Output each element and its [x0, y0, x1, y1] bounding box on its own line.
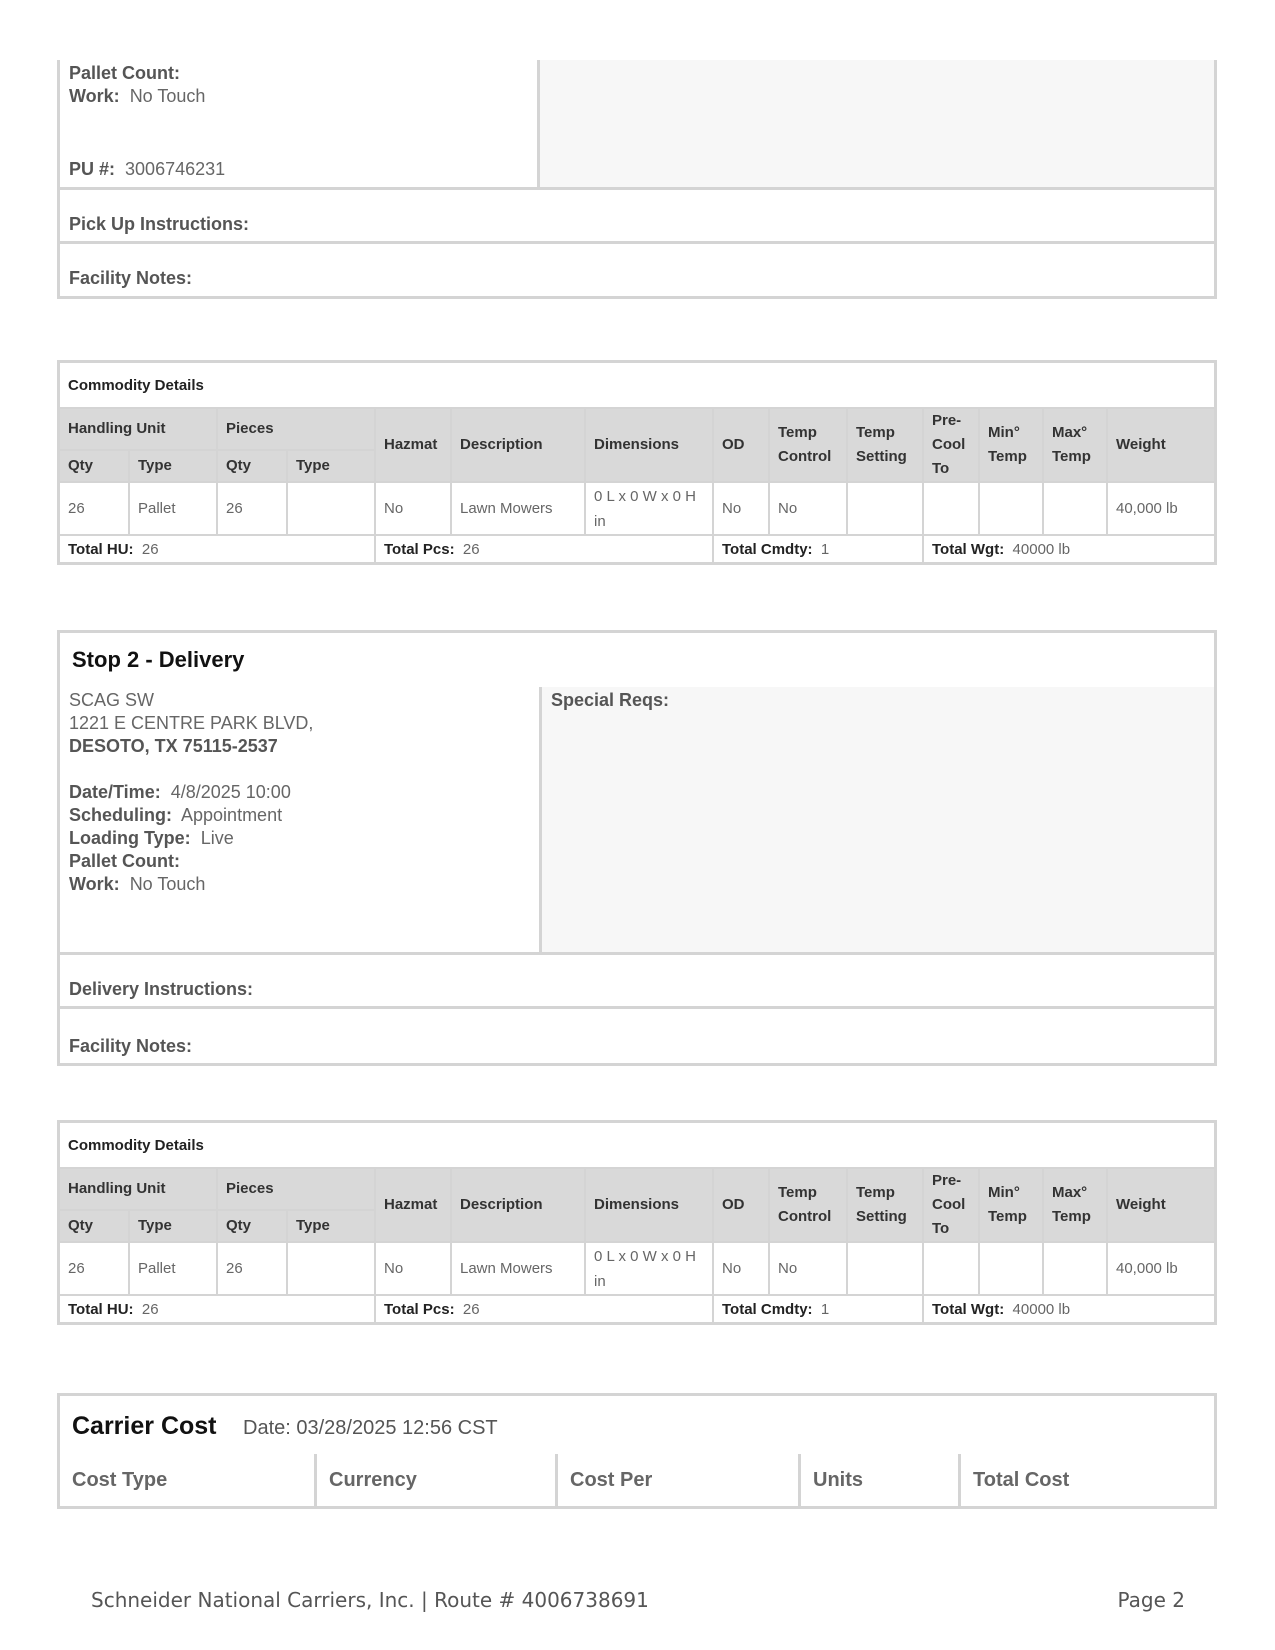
commodity-details-caption: Commodity Details: [59, 1122, 1216, 1169]
cell-hu-qty: 26: [59, 482, 130, 535]
total-wgt-label: Total Wgt:: [932, 1300, 1005, 1318]
carrier-cost-date: Date: 03/28/2025 12:56 CST: [243, 1417, 498, 1439]
datetime-value: 4/8/2025 10:00: [170, 782, 291, 802]
totals-row: [59, 1295, 1216, 1324]
stop2-city-state-zip: DESOTO, TX 75115-2537: [69, 736, 278, 756]
delivery-instructions-box: [57, 952, 1217, 1009]
cell-hu-qty: 26: [59, 1242, 130, 1295]
cell-hu-type: Pallet: [129, 482, 217, 535]
cell-temp-setting: [847, 482, 923, 535]
work-value: No Touch: [129, 86, 206, 106]
carrier-cost-columns: [57, 1454, 1217, 1509]
loading-type-value: Live: [200, 828, 234, 848]
header-hazmat: Hazmat: [375, 1168, 451, 1242]
header-hazmat: Hazmat: [375, 408, 451, 482]
footer-page-number: Page 2: [1117, 1588, 1185, 1612]
cell-pc-qty: 26: [217, 1242, 287, 1295]
total-hu-label: Total HU:: [68, 540, 134, 558]
cell-od: No: [713, 1242, 769, 1295]
cell-dimensions: 0 L x 0 W x 0 H in: [585, 1242, 713, 1295]
stop2-header: [57, 630, 1217, 690]
header-temp-setting: Temp Setting: [847, 408, 923, 482]
facility-notes-label: Facility Notes:: [69, 268, 193, 288]
column-cost-type: Cost Type: [60, 1454, 317, 1506]
cell-temp-control: No: [769, 482, 847, 535]
header-pc-type: Type: [287, 450, 375, 482]
commodity-details-caption: Commodity Details: [59, 362, 1216, 409]
loading-type-label: Loading Type:: [69, 828, 191, 848]
header-weight: Weight: [1107, 1168, 1216, 1242]
header-min-temp: Min° Temp: [979, 1168, 1043, 1242]
pickup-instructions-box: [57, 187, 1217, 244]
header-pieces: Pieces: [217, 1168, 375, 1210]
scheduling-label: Scheduling:: [69, 805, 172, 825]
special-reqs-label: Special Reqs:: [551, 690, 670, 710]
stop1-facility-notes-box: [57, 241, 1217, 299]
stop1-special-reqs-panel: [540, 60, 1214, 187]
carrier-cost-title: Carrier Cost: [72, 1412, 217, 1440]
stop2-title: Stop 2 - Delivery: [72, 647, 245, 672]
footer-company-route: Schneider National Carriers, Inc. | Route # 4006738691: [91, 1588, 649, 1612]
stop2-facility-name: SCAG SW: [69, 690, 155, 710]
header-hu-type: Type: [129, 1210, 217, 1242]
stop2-details-left: [60, 687, 542, 952]
header-weight: Weight: [1107, 408, 1216, 482]
cell-pc-type: [287, 482, 375, 535]
total-cmdty-label: Total Cmdty:: [722, 1300, 813, 1318]
cell-pre-cool-to: [923, 1242, 979, 1295]
cell-max-temp: [1043, 1242, 1107, 1295]
column-currency: Currency: [317, 1454, 558, 1506]
pu-number-label: PU #:: [69, 159, 116, 179]
header-max-temp: Max° Temp: [1043, 1168, 1107, 1242]
pu-number-value: 3006746231: [125, 159, 226, 179]
header-dimensions: Dimensions: [585, 408, 713, 482]
header-od: OD: [713, 408, 769, 482]
stop1-details-left: [60, 60, 540, 187]
header-description: Description: [451, 1168, 585, 1242]
header-max-temp: Max° Temp: [1043, 408, 1107, 482]
delivery-instructions-label: Delivery Instructions:: [69, 979, 254, 999]
header-hu-type: Type: [129, 450, 217, 482]
column-cost-per: Cost Per: [558, 1454, 801, 1506]
cell-description: Lawn Mowers: [451, 482, 585, 535]
cell-min-temp: [979, 1242, 1043, 1295]
header-hu-qty: Qty: [59, 450, 130, 482]
work-label: Work:: [69, 874, 120, 894]
total-hu-label: Total HU:: [68, 1300, 134, 1318]
header-od: OD: [713, 1168, 769, 1242]
cell-hazmat: No: [375, 482, 451, 535]
datetime-label: Date/Time:: [69, 782, 161, 802]
cell-temp-setting: [847, 1242, 923, 1295]
cell-dimensions: 0 L x 0 W x 0 H in: [585, 482, 713, 535]
scheduling-value: Appointment: [181, 805, 283, 825]
header-min-temp: Min° Temp: [979, 408, 1043, 482]
cell-od: No: [713, 482, 769, 535]
cell-description: Lawn Mowers: [451, 1242, 585, 1295]
cell-weight: 40,000 lb: [1107, 482, 1216, 535]
carrier-cost-header: [57, 1393, 1217, 1457]
total-wgt-value: 40000 lb: [1012, 540, 1071, 558]
header-temp-control: Temp Control: [769, 408, 847, 482]
header-handling-unit: Handling Unit: [59, 408, 218, 450]
header-pc-qty: Qty: [217, 1210, 287, 1242]
cell-hu-type: Pallet: [129, 1242, 217, 1295]
cell-temp-control: No: [769, 1242, 847, 1295]
header-temp-control: Temp Control: [769, 1168, 847, 1242]
header-pre-cool-to: Pre-Cool To: [923, 408, 979, 482]
total-cmdty-value: 1: [820, 1300, 830, 1318]
header-hu-qty: Qty: [59, 1210, 130, 1242]
total-pcs-label: Total Pcs:: [384, 1300, 455, 1318]
pallet-count-label: Pallet Count:: [69, 851, 180, 871]
cell-weight: 40,000 lb: [1107, 1242, 1216, 1295]
pickup-instructions-label: Pick Up Instructions:: [69, 214, 250, 234]
total-hu-value: 26: [141, 540, 159, 558]
header-pc-qty: Qty: [217, 450, 287, 482]
header-handling-unit: Handling Unit: [59, 1168, 218, 1210]
total-pcs-value: 26: [462, 1300, 480, 1318]
column-total-cost: Total Cost: [973, 1469, 1070, 1491]
commodity-details-table: [57, 1120, 1217, 1325]
total-pcs-value: 26: [462, 540, 480, 558]
total-wgt-label: Total Wgt:: [932, 540, 1005, 558]
stop2-address-line1: 1221 E CENTRE PARK BLVD,: [69, 713, 314, 733]
pallet-count-label: Pallet Count:: [69, 63, 180, 83]
stop2-special-reqs-panel: [542, 687, 1214, 952]
stop2-details-box: [57, 687, 1217, 955]
column-units: Units: [801, 1454, 961, 1506]
cell-pc-type: [287, 1242, 375, 1295]
cell-min-temp: [979, 482, 1043, 535]
header-pre-cool-to: Pre-Cool To: [923, 1168, 979, 1242]
header-pieces: Pieces: [217, 408, 375, 450]
work-value: No Touch: [129, 874, 206, 894]
facility-notes-label: Facility Notes:: [69, 1036, 193, 1056]
total-cmdty-value: 1: [820, 540, 830, 558]
header-pc-type: Type: [287, 1210, 375, 1242]
total-cmdty-label: Total Cmdty:: [722, 540, 813, 558]
cell-hazmat: No: [375, 1242, 451, 1295]
cell-pc-qty: 26: [217, 482, 287, 535]
total-pcs-label: Total Pcs:: [384, 540, 455, 558]
work-label: Work:: [69, 86, 120, 106]
table-row: [59, 482, 1216, 535]
cell-pre-cool-to: [923, 482, 979, 535]
total-hu-value: 26: [141, 1300, 159, 1318]
table-row: [59, 1242, 1216, 1295]
total-wgt-value: 40000 lb: [1012, 1300, 1071, 1318]
header-dimensions: Dimensions: [585, 1168, 713, 1242]
stop1-details-box: [57, 60, 1217, 190]
cell-max-temp: [1043, 482, 1107, 535]
header-temp-setting: Temp Setting: [847, 1168, 923, 1242]
header-description: Description: [451, 408, 585, 482]
totals-row: [59, 535, 1216, 564]
stop2-facility-notes-box: [57, 1006, 1217, 1066]
commodity-details-table: [57, 360, 1217, 565]
